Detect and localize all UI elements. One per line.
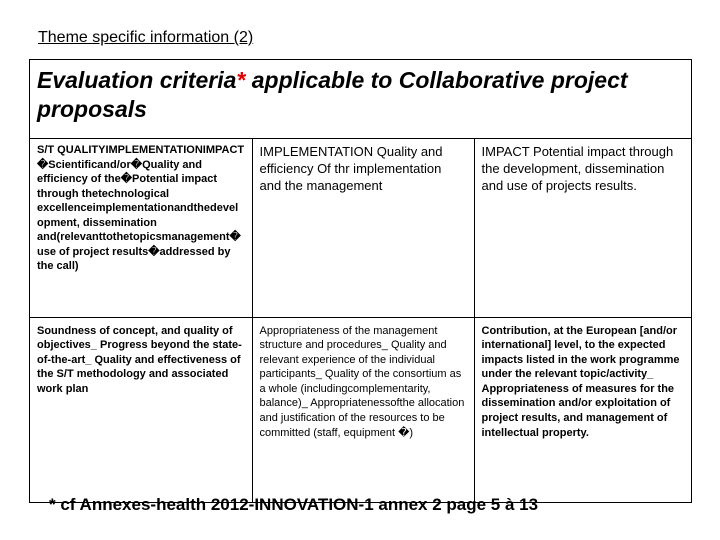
criteria-frame	[29, 59, 692, 503]
criteria-table	[30, 139, 691, 502]
criteria-header-title-rest: applicable to Collaborative project proposals	[37, 67, 628, 122]
table-cell-implementation-heading: IMPLEMENTATION Quality and efficiency Of thr implementation and the management	[252, 139, 474, 317]
table-cell-impact-criteria: Contribution, at the European [and/or international] level, to the expected impacts listed in the work programme under the relevant topic/activity_ Appropriateness of measures for the dissemination and/or exploitation of project results, and management of intellectual property.	[481, 324, 680, 439]
criteria-header	[30, 60, 691, 139]
asterisk-mark: *	[236, 67, 246, 93]
table-cell-implementation-criteria: Appropriateness of the management structure and procedures_ Quality and relevant experience of the individual participants_ Quality of the consortium as a whole (includingcomplementarity, balance)_ Appropriatenessofthe allocation and justification of the resources to be committed (staff, equipment �)	[252, 317, 474, 502]
table-row-headings	[30, 139, 691, 317]
footnote: * cf Annexes-health 2012-INNOVATION-1 annex 2 page 5 à 13	[49, 495, 539, 514]
criteria-header-title: Evaluation criteria	[37, 67, 237, 93]
table-row-criteria	[30, 317, 691, 502]
slide-title: Theme specific information (2)	[38, 29, 254, 46]
table-cell-st-quality-heading: S/T QUALITYIMPLEMENTATIONIMPACT �Scientificand/or�Quality and efficiency of the�Potential impact through thetechnological excellenceimplementationandthedevelopment, dissemination and(relevanttothetopicsmanagement�use of project results�addressed by the call)	[30, 139, 252, 317]
table-cell-st-quality-criteria: Soundness of concept, and quality of objectives_ Progress beyond the state- of-the-art_ Quality and effectiveness of the S/T methodology and associated work plan	[30, 317, 252, 502]
table-cell-impact-heading: IMPACT Potential impact through the development, dissemination and use of projects results.	[474, 139, 691, 317]
